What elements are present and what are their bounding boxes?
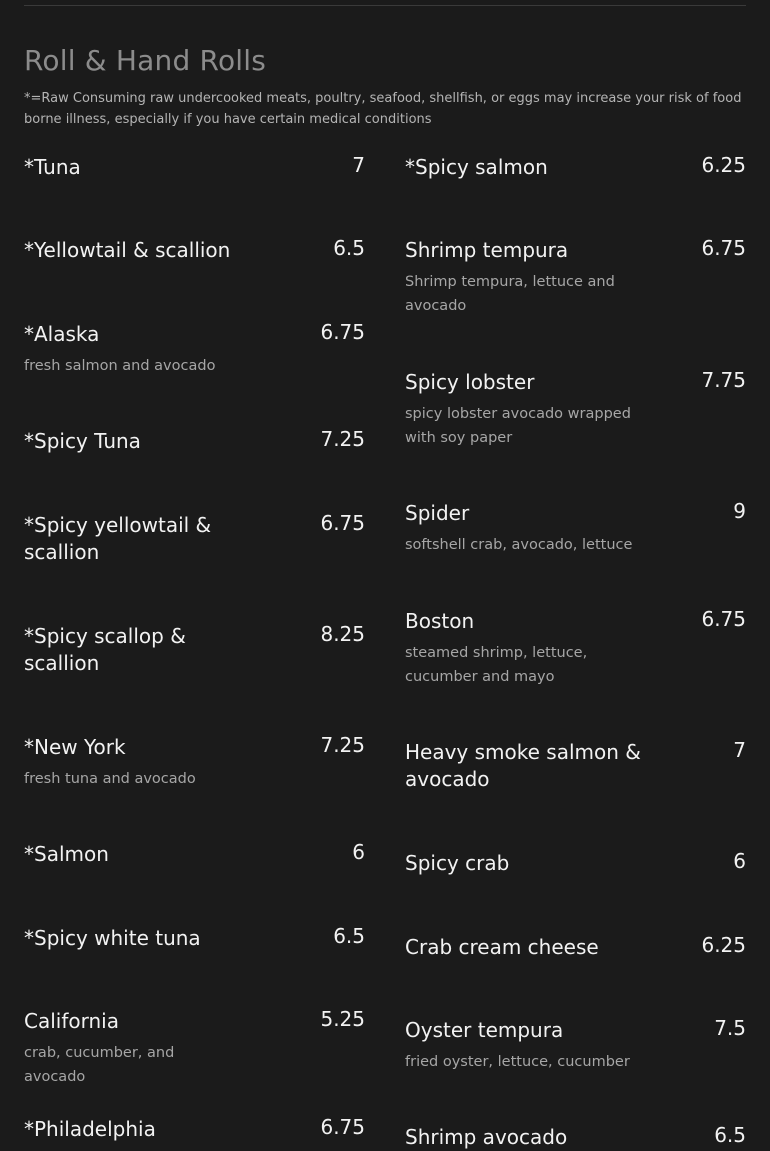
item-description: fresh salmon and avocado bbox=[24, 358, 216, 374]
menu-item bbox=[24, 236, 365, 264]
item-price: 5.25 bbox=[320, 1007, 365, 1031]
item-name: *Philadelphia bbox=[24, 1117, 156, 1141]
item-price: 6.75 bbox=[320, 1115, 365, 1139]
item-price: 7 bbox=[352, 153, 365, 177]
item-name: Spider bbox=[405, 501, 470, 525]
item-name: Spicy crab bbox=[405, 851, 510, 875]
item-price: 6 bbox=[733, 849, 746, 873]
item-description: softshell crab, avocado, lettuce bbox=[405, 537, 633, 553]
menu-item bbox=[24, 153, 365, 181]
item-name: Heavy smoke salmon & avocado bbox=[405, 740, 641, 791]
item-name: Shrimp avocado bbox=[405, 1125, 568, 1149]
menu-item bbox=[24, 1007, 365, 1089]
item-price: 7 bbox=[733, 738, 746, 762]
item-name: *Spicy salmon bbox=[405, 155, 548, 179]
item-price: 7.75 bbox=[701, 368, 746, 392]
item-name: Oyster tempura bbox=[405, 1018, 564, 1042]
item-description: spicy lobster avocado wrapped with soy paper bbox=[405, 406, 631, 446]
menu-item bbox=[24, 733, 365, 791]
item-name: *Spicy scallop & scallion bbox=[24, 624, 186, 675]
item-price: 6.75 bbox=[701, 607, 746, 631]
item-price: 6.5 bbox=[714, 1123, 746, 1147]
item-description: fried oyster, lettuce, cucumber bbox=[405, 1054, 630, 1070]
item-name: *New York bbox=[24, 735, 126, 759]
menu-item bbox=[405, 153, 746, 181]
menu-item bbox=[405, 1016, 746, 1074]
menu-item bbox=[24, 622, 365, 677]
menu-item bbox=[24, 320, 365, 378]
item-name: *Salmon bbox=[24, 842, 109, 866]
item-price: 6.25 bbox=[701, 153, 746, 177]
section-title: Roll & Hand Rolls bbox=[24, 44, 267, 77]
item-price: 6.25 bbox=[701, 933, 746, 957]
item-name: *Spicy yellowtail & scallion bbox=[24, 513, 212, 564]
menu-item bbox=[405, 499, 746, 557]
item-price: 8.25 bbox=[320, 622, 365, 646]
menu-item bbox=[405, 738, 746, 793]
item-name: Crab cream cheese bbox=[405, 935, 599, 959]
item-description: fresh tuna and avocado bbox=[24, 771, 196, 787]
item-price: 6.5 bbox=[333, 236, 365, 260]
menu-item bbox=[24, 511, 365, 566]
item-description: steamed shrimp, lettuce, cucumber and mayo bbox=[405, 645, 588, 685]
menu-item bbox=[24, 840, 365, 868]
item-description: Shrimp tempura, lettuce and avocado bbox=[405, 274, 615, 314]
item-price: 6.75 bbox=[320, 320, 365, 344]
menu-item bbox=[405, 607, 746, 689]
item-price: 7.25 bbox=[320, 733, 365, 757]
raw-food-disclaimer: *=Raw Consuming raw undercooked meats, poultry, seafood, shellfish, or eggs may increase your risk of food borne illness, especially if you have certain medical conditions bbox=[24, 91, 742, 127]
item-price: 7.25 bbox=[320, 427, 365, 451]
menu-item bbox=[405, 849, 746, 877]
item-price: 6.75 bbox=[320, 511, 365, 535]
top-divider bbox=[24, 5, 746, 6]
item-price: 6.5 bbox=[333, 924, 365, 948]
item-price: 7.5 bbox=[714, 1016, 746, 1040]
item-name: Shrimp tempura bbox=[405, 238, 569, 262]
item-description: crab, cucumber, and avocado bbox=[24, 1045, 175, 1085]
menu-item bbox=[24, 427, 365, 455]
item-name: *Spicy white tuna bbox=[24, 926, 201, 950]
menu-item bbox=[405, 933, 746, 961]
item-name: *Yellowtail & scallion bbox=[24, 238, 231, 262]
menu-item bbox=[24, 924, 365, 952]
item-price: 6 bbox=[352, 840, 365, 864]
item-name: Boston bbox=[405, 609, 475, 633]
item-name: Spicy lobster bbox=[405, 370, 535, 394]
item-price: 9 bbox=[733, 499, 746, 523]
item-price: 6.75 bbox=[701, 236, 746, 260]
item-name: California bbox=[24, 1009, 119, 1033]
menu-item bbox=[405, 236, 746, 318]
item-name: *Spicy Tuna bbox=[24, 429, 141, 453]
menu-item bbox=[24, 1115, 365, 1143]
item-name: *Tuna bbox=[24, 155, 81, 179]
menu-item bbox=[405, 1123, 746, 1151]
item-name: *Alaska bbox=[24, 322, 100, 346]
menu-item bbox=[405, 368, 746, 450]
